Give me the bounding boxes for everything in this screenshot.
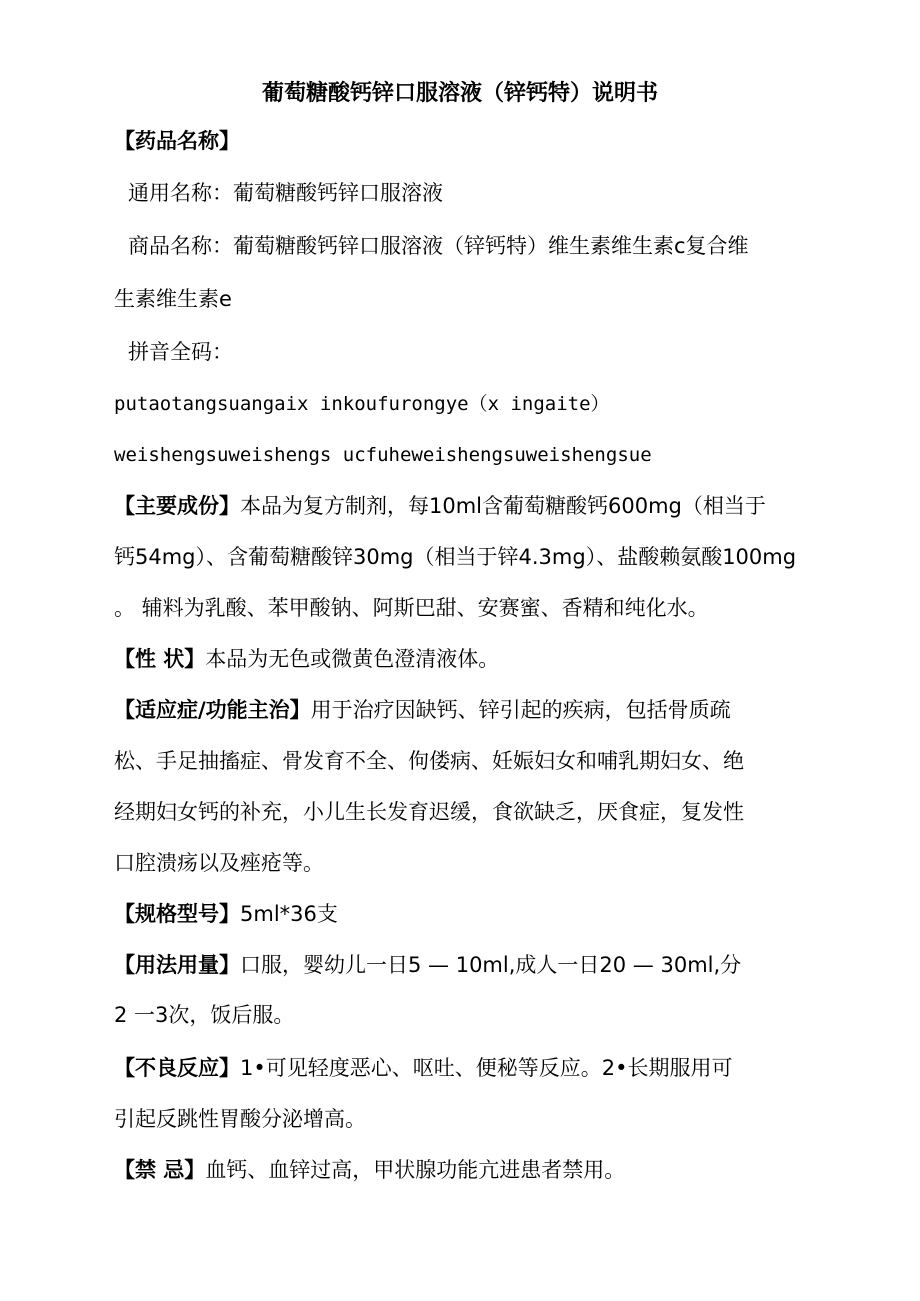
character-text: 本品为无色或微黄色澄清液体。 — [205, 647, 500, 671]
indications-line-2: 松、手足抽搐症、骨发育不全、佝偻病、妊娠妇女和哺乳期妇女、绝 — [114, 749, 744, 773]
trade-name-continuation: 生素维生素e — [114, 287, 232, 311]
ingredients-line-1 — [114, 491, 766, 521]
indications-heading: 【适应症/功能主治】 — [114, 698, 311, 722]
adverse-heading: 【不良反应】 — [114, 1056, 240, 1080]
dosage-text-1: 口服，婴幼儿一日5 — 10ml,成人一日20 — 30ml,分 — [240, 953, 742, 977]
ingredients-text-1: 本品为复方制剂，每10ml含葡萄糖酸钙600mg（相当于 — [240, 494, 766, 518]
indications-line-1 — [114, 695, 731, 725]
pinyin-label: 拼音全码： — [128, 340, 233, 364]
character-heading: 【性 状】 — [114, 647, 206, 671]
dosage-heading: 【用法用量】 — [114, 953, 240, 977]
adverse-line-2: 引起反跳性胃酸分泌增高。 — [114, 1107, 366, 1131]
trade-name-label: 商品名称： — [128, 234, 233, 258]
adverse-line-1 — [114, 1053, 733, 1083]
pinyin-line-1: putaotangsuangaix inkoufurongye（x ingaite） — [114, 393, 610, 415]
generic-name-line — [128, 178, 443, 208]
contraindications-text: 血钙、血锌过高，甲状腺功能亢进患者禁用。 — [205, 1158, 626, 1182]
character-line — [114, 644, 499, 674]
generic-name-value: 葡萄糖酸钙锌口服溶液 — [233, 181, 443, 205]
indications-line-4: 口腔溃疡以及痤疮等。 — [114, 851, 324, 875]
specification-line — [114, 899, 338, 929]
specification-heading: 【规格型号】 — [114, 902, 240, 926]
indications-text-1: 用于治疗因缺钙、锌引起的疾病，包括骨质疏 — [310, 698, 731, 722]
trade-name-value: 葡萄糖酸钙锌口服溶液（锌钙特）维生素维生素c复合维 — [233, 234, 749, 258]
adverse-text-1: 1•可见轻度恶心、呕吐、便秘等反应。2•长期服用可 — [240, 1056, 733, 1080]
dosage-line-1 — [114, 950, 741, 980]
generic-name-label: 通用名称： — [128, 181, 233, 205]
dosage-line-2: 2 一3次，饭后服。 — [114, 1003, 295, 1027]
document-title: 葡萄糖酸钙锌口服溶液（锌钙特）说明书 — [261, 81, 658, 106]
contraindications-line — [114, 1155, 625, 1185]
drug-name-heading: 【药品名称】 — [114, 129, 240, 153]
indications-line-3: 经期妇女钙的补充，小儿生长发育迟缓，食欲缺乏，厌食症，复发性 — [114, 800, 744, 824]
specification-text: 5ml*36支 — [240, 902, 338, 926]
contraindications-heading: 【禁 忌】 — [114, 1158, 206, 1182]
trade-name-line — [128, 231, 749, 261]
pinyin-line-2: weishengsuweishengs ucfuheweishengsuweishengsue — [114, 444, 652, 466]
ingredients-line-2: 钙54mg）、含葡萄糖酸锌30mg（相当于锌4.3mg）、盐酸赖氨酸100mg — [114, 545, 797, 569]
ingredients-line-3: 。 辅料为乳酸、苯甲酸钠、阿斯巴甜、安赛蜜、香精和纯化水。 — [114, 596, 709, 620]
ingredients-heading: 【主要成份】 — [114, 494, 240, 518]
